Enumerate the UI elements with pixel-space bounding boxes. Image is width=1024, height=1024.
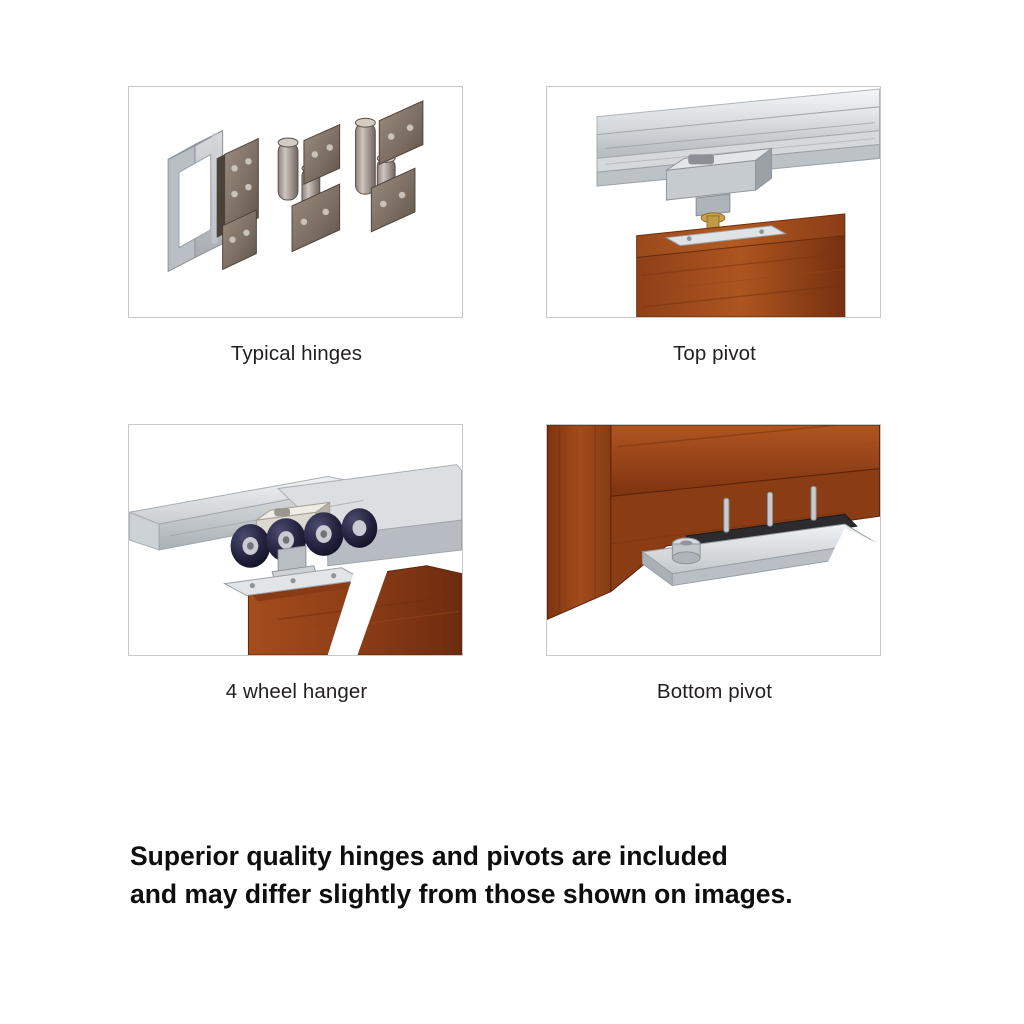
typical-hinges-illustration bbox=[129, 87, 462, 317]
figure-frame bbox=[128, 424, 463, 656]
figure-frame bbox=[546, 86, 881, 318]
figure-row-2 bbox=[128, 424, 896, 704]
figure-bottom-pivot bbox=[546, 424, 883, 704]
disclaimer-note bbox=[130, 838, 920, 913]
four-wheel-hanger-illustration bbox=[129, 425, 462, 655]
top-pivot-illustration bbox=[547, 87, 880, 317]
figure-grid bbox=[128, 86, 896, 704]
figure-frame bbox=[128, 86, 463, 318]
disclaimer-line-1: Superior quality hinges and pivots are included bbox=[130, 841, 728, 871]
figure-4-wheel-hanger bbox=[128, 424, 465, 704]
figure-typical-hinges bbox=[128, 86, 465, 366]
bottom-pivot-illustration bbox=[547, 425, 880, 655]
figure-caption: Bottom pivot bbox=[656, 680, 773, 703]
figure-caption: 4 wheel hanger bbox=[225, 680, 368, 703]
figure-caption: Typical hinges bbox=[230, 342, 363, 365]
figure-top-pivot bbox=[546, 86, 883, 366]
disclaimer-line-2: and may differ slightly from those shown on images. bbox=[130, 878, 793, 909]
figure-frame bbox=[546, 424, 881, 656]
figure-caption: Top pivot bbox=[673, 342, 756, 365]
figure-row-1 bbox=[128, 86, 896, 366]
